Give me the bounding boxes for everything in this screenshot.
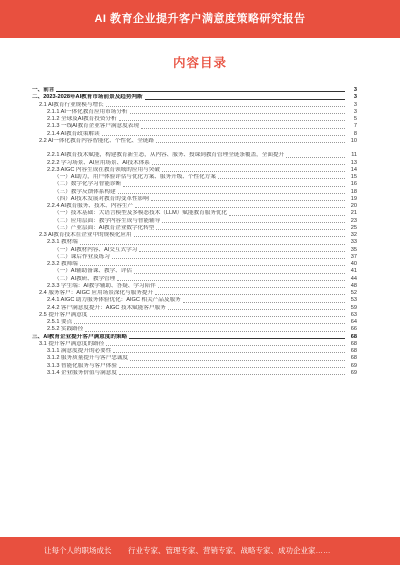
toc-entry[interactable] [32, 283, 357, 290]
toc-entry-title: 2.3.3 学生端：AI教学辅助、答疑、学习陪伴 [47, 282, 156, 289]
toc-entry[interactable] [32, 232, 357, 239]
toc-entry[interactable] [32, 94, 357, 101]
toc-page-number: 32 [350, 232, 357, 238]
toc-leader-dots [145, 99, 345, 100]
toc-leader-dots [162, 222, 345, 223]
toc-page-number: 15 [350, 174, 357, 180]
toc-page-number: 20 [350, 203, 357, 209]
toc-leader-dots [117, 280, 345, 281]
toc-entry[interactable] [32, 116, 357, 123]
toc-entry[interactable] [32, 276, 357, 283]
toc-entry[interactable] [32, 138, 357, 145]
toc-page-number: 41 [350, 268, 357, 275]
toc-entry-title: 2.2.3 AIGC 内容生成在教育领域的应用与突破 [47, 166, 160, 173]
toc-leader-dots [152, 164, 345, 165]
toc-entry-title: （一）AI教材内容、AI交互式学习 [54, 246, 138, 253]
toc-entry-title: 3.1.2 服务质量提升与客户忠诚度 [47, 355, 129, 362]
toc-leader-dots [119, 367, 345, 368]
toc-page-number: 13 [350, 159, 357, 166]
toc-leader-dots [156, 142, 345, 143]
toc-entry-title: 一、前言 [32, 87, 55, 93]
toc-entry[interactable] [32, 225, 357, 232]
toc-leader-dots [90, 316, 346, 317]
toc-leader-dots [80, 265, 345, 266]
toc-entry-title: （一）技术基础：大语言模型及多模态技术（LLM）赋能教育服务优化 [54, 210, 228, 217]
toc-page-number: 68 [350, 340, 357, 347]
toc-entry[interactable] [32, 297, 357, 304]
toc-entry[interactable] [32, 319, 357, 326]
toc-entry[interactable] [32, 326, 357, 333]
toc-entry[interactable] [32, 109, 357, 116]
toc-entry-title: 2.4.1 AIGC 助力服务体验优化：AIGC 相关产品及服务 [47, 297, 181, 304]
toc-page-number: 52 [350, 290, 357, 296]
toc-entry[interactable] [32, 167, 357, 174]
toc-entry[interactable] [32, 254, 357, 261]
toc-page-number: 8 [353, 130, 357, 137]
toc-leader-dots [129, 338, 345, 339]
toc-page-number: 35 [350, 246, 357, 253]
toc-entry[interactable] [32, 305, 357, 312]
footer-slogan: 让每个人的职场成长 [44, 546, 112, 555]
toc-entry[interactable] [32, 341, 357, 348]
report-title: AI 教育企业提升客户满意度策略研究报告 [94, 13, 306, 25]
toc-heading: 内容目录 [172, 56, 227, 70]
toc-entry-title: 2.4.2 客户满意度提升：AIGC 技术赋能客户服务 [47, 304, 166, 311]
toc-entry[interactable] [32, 261, 357, 268]
toc-entry-title: 2.1.2 全球及AI教育投资分析 [47, 116, 117, 122]
toc-entry-title: 二、2023-2028年AI教育市场前景及趋势判断 [32, 94, 143, 101]
toc-entry-title: 2.3.2 教师端 [47, 261, 78, 267]
toc-entry-title: 2.2 AI一体化教育内容智能化、个性化、全链路 [39, 137, 154, 144]
toc-entry-title: 2.2.2 学习场景、AI应用场景、AI技术体系 [47, 159, 150, 166]
toc-page-number: 68 [350, 348, 357, 354]
toc-page-number: 7 [353, 123, 357, 130]
toc-entry[interactable] [32, 334, 357, 341]
toc-entry-title: 2.2.1 AI教育技术赋能，构建教育新生态，从内容、服务、授课到教育管理全链条覆盖，全面提升 [47, 152, 285, 159]
toc-entry[interactable] [32, 210, 357, 217]
toc-entry[interactable] [32, 131, 357, 138]
toc-page-number: 68 [350, 333, 357, 340]
toc-page-number: 16 [350, 181, 357, 188]
toc-entry-title: （三）教学反馈体系构建 [54, 188, 116, 195]
toc-entry[interactable] [32, 218, 357, 225]
toc-entry-title: （四）AI技术发展对教育的变革性影响 [54, 195, 149, 202]
toc-entry-title: 2.1.4 AI教育政策解读 [47, 130, 100, 137]
toc-page-number: 64 [350, 319, 357, 325]
toc-leader-dots [162, 171, 345, 172]
toc-entry-title: 2.5.1 要点 [47, 319, 73, 325]
toc-entry-title: （二）课后作业及练习 [54, 253, 110, 260]
toc-entry-title: （一）AI辅助备课、教学、评估 [54, 268, 133, 275]
toc-page-number: 10 [350, 137, 357, 144]
toc-page-number: 37 [350, 253, 357, 260]
toc-entry[interactable] [32, 312, 357, 319]
toc-entry-title: （二）AI教研、教学管理 [54, 275, 116, 282]
toc-entry-title: 2.4 服务客户：AIGC 应用场景深化与服务提升 [39, 290, 154, 296]
toc-leader-dots [155, 294, 345, 295]
toc-entry[interactable] [32, 189, 357, 196]
toc-leader-dots [113, 352, 345, 353]
toc-leader-dots [119, 120, 345, 121]
toc-entry-title: 3.1.1 满意度提升的必要性 [47, 348, 112, 354]
toc-leader-dots [183, 302, 345, 303]
toc-leader-dots [134, 273, 345, 274]
toc-page-number: 63 [350, 311, 357, 318]
toc-leader-dots [151, 200, 345, 201]
toc-entry-title: 三、AI教育企业提升客户满意度的策略 [32, 333, 128, 340]
toc-page-number: 3 [353, 101, 357, 108]
toc-leader-dots [156, 229, 345, 230]
toc-page-number: 68 [350, 355, 357, 362]
toc-entry-title: 2.3.1 教材端 [47, 239, 78, 246]
toc-entry[interactable] [32, 290, 357, 297]
toc-page-number: 69 [350, 362, 357, 369]
toc-page-number: 25 [350, 224, 357, 231]
toc-entry-title: （三）产业层面：AI教育企业数字化转型 [54, 224, 155, 231]
toc-entry[interactable] [32, 203, 357, 210]
toc-entry-title: 3.1.4 企业服务价值与满意度 [47, 369, 117, 376]
toc-entry-title: 2.1.1 AI一体化教育应用市场分析 [47, 108, 128, 115]
toc-page-number: 23 [350, 217, 357, 224]
toc-entry-title: 2.1.3 一线AI教育企业客户满意度表现 [47, 123, 139, 130]
toc-entry[interactable] [32, 370, 357, 377]
toc-entry-title: 2.5.2 实践路径 [47, 326, 84, 333]
toc-leader-dots [119, 374, 345, 375]
toc-entry-title: （二）数字化学习智能诊断 [54, 181, 122, 188]
toc-leader-dots [118, 193, 345, 194]
report-header-bar [0, 0, 400, 38]
toc-entry[interactable] [32, 123, 357, 130]
toc-entry-title: 2.1 AI教育行业规模与增长 [39, 101, 104, 108]
toc-entry-title: 2.3 AI教育技术在企业中的规模化应用 [39, 232, 132, 238]
toc-leader-dots [141, 128, 345, 129]
toc-entry[interactable] [32, 87, 357, 94]
toc-entry[interactable] [32, 181, 357, 188]
toc-entry[interactable] [32, 348, 357, 355]
toc-leader-dots [158, 287, 345, 288]
toc-entry[interactable] [32, 268, 357, 275]
toc-entry-title: （二）应用层面：教学内容生成与智能辅导 [54, 217, 161, 224]
toc-page-number: 33 [350, 239, 357, 246]
toc-leader-dots [74, 323, 345, 324]
toc-leader-dots [134, 236, 345, 237]
toc-page-number: 18 [350, 188, 357, 195]
toc-leader-dots [229, 215, 345, 216]
toc-entry[interactable] [32, 160, 357, 167]
toc-entry-title: （一）AI助力，用户体验评估与优化方案、服务升级、个性化方案 [54, 174, 216, 180]
toc-leader-dots [130, 113, 345, 114]
toc-leader-dots [106, 345, 345, 346]
toc-leader-dots [102, 135, 345, 136]
toc-leader-dots [218, 178, 345, 179]
toc-entry-title: 3.1.3 智能化服务与客户体验 [47, 362, 117, 369]
toc-leader-dots [135, 207, 345, 208]
toc-entry-title: 3.1 提升客户满意度的路径 [39, 340, 105, 347]
toc-page-number: 14 [350, 166, 357, 173]
toc-leader-dots [139, 251, 345, 252]
toc-page-number: 5 [353, 116, 357, 122]
toc-leader-dots [85, 331, 345, 332]
toc-page-number: 48 [350, 282, 357, 289]
toc-entry[interactable] [32, 355, 357, 362]
toc-entry-title: 2.5 提升客户满意度 [39, 311, 88, 318]
toc-page-number: 19 [350, 195, 357, 202]
toc-page-number: 53 [350, 297, 357, 304]
toc-page-number: 3 [353, 94, 357, 101]
toc-page-number: 3 [353, 87, 357, 93]
toc-page-number: 40 [350, 261, 357, 267]
toc-leader-dots [168, 309, 345, 310]
toc-leader-dots [130, 360, 345, 361]
toc-entry[interactable] [32, 239, 357, 246]
toc-page-number: 69 [350, 369, 357, 376]
toc-entry[interactable] [32, 196, 357, 203]
toc-entry-title: 2.2.4 AI教育服务、技术、内容生产 [47, 203, 134, 209]
footer-experts-text: 行业专家、管理专家、营销专家、战略专家、成功企业家…… [128, 546, 331, 555]
toc-page-number: 66 [350, 326, 357, 333]
toc-leader-dots [286, 157, 345, 158]
toc-leader-dots [56, 91, 345, 92]
footer-bar [0, 537, 400, 565]
toc-leader-dots [80, 244, 345, 245]
toc-page-number: 11 [351, 152, 357, 159]
toc-page-number: 21 [350, 210, 357, 217]
table-of-contents [32, 87, 357, 377]
toc-leader-dots [123, 186, 345, 187]
toc-page-number: 59 [350, 304, 357, 311]
toc-page-number: 3 [353, 108, 357, 115]
toc-leader-dots [112, 258, 345, 259]
toc-leader-dots [106, 106, 345, 107]
toc-page-number: 44 [350, 275, 357, 282]
toc-entry[interactable] [32, 102, 357, 109]
toc-entry[interactable] [32, 363, 357, 370]
toc-entry[interactable] [32, 174, 357, 181]
toc-entry[interactable] [32, 247, 357, 254]
toc-entry[interactable] [32, 145, 357, 160]
